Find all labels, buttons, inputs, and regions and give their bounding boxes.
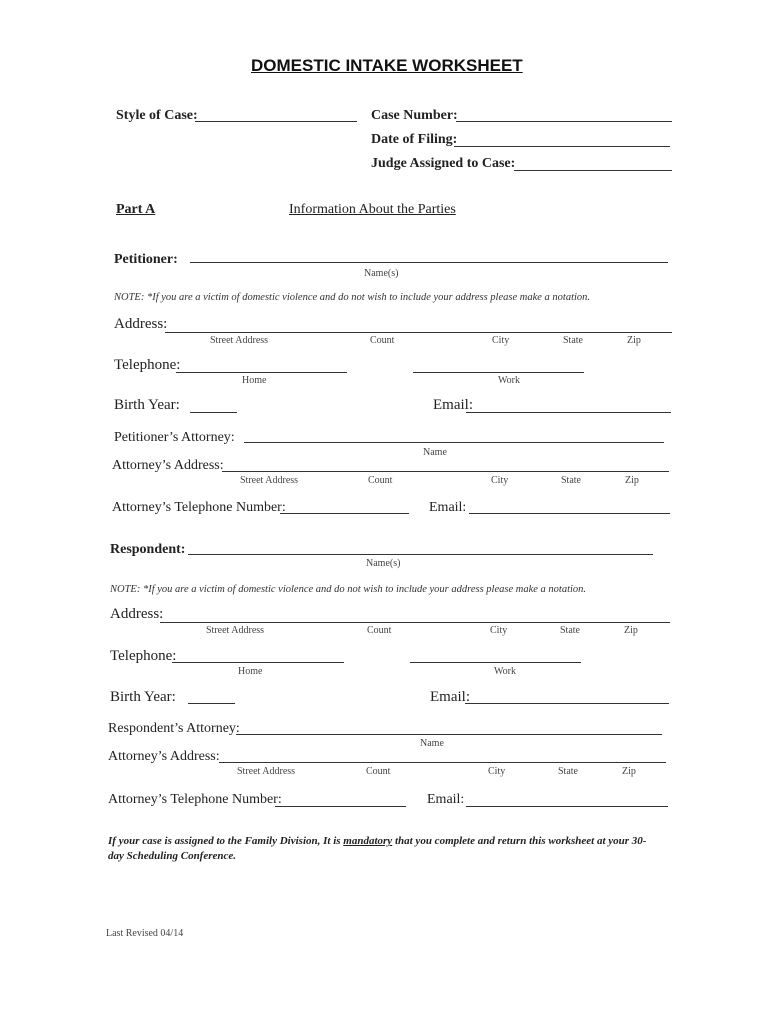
petitioner-attorney-zip-caption: Zip [625,475,639,486]
note-prefix: NOTE: [110,584,141,595]
last-revised: Last Revised 04/14 [106,928,184,939]
respondent-email-field[interactable] [465,703,669,704]
respondent-attorney-name-caption: Name [420,738,444,749]
petitioner-attorney-email-label: Email: [429,500,467,515]
respondent-attorney-state-caption: State [558,766,578,777]
case-number-field[interactable] [456,121,672,122]
petitioner-attorney-label: Petitioner’s Attorney: [114,430,235,445]
petitioner-county-caption: Count [370,335,395,346]
respondent-attorney-field[interactable] [236,734,662,735]
petitioner-attorney-county-caption: Count [368,475,393,486]
note-text: *If you are a victim of domestic violence and do not wish to include your address please make a notation. [142,584,587,595]
petitioner-address-field[interactable] [165,332,672,333]
part-heading: Information About the Parties [289,202,456,217]
style-of-case-label: Style of Case: [116,108,198,123]
respondent-attorney-phone-field[interactable] [275,806,406,807]
petitioner-work-phone-field[interactable] [413,372,584,373]
footer-text-before: If your case is assigned to the Family Division, It is [108,835,344,847]
respondent-attorney-zip-caption: Zip [622,766,636,777]
respondent-home-phone-field[interactable] [172,662,344,663]
style-of-case-field[interactable] [195,121,357,122]
petitioner-name-field[interactable] [190,262,668,263]
respondent-attorney-email-field[interactable] [466,806,668,807]
page-title: DOMESTIC INTAKE WORKSHEET [251,56,523,75]
judge-assigned-label: Judge Assigned to Case: [371,156,516,171]
petitioner-note [114,292,590,303]
petitioner-attorney-city-caption: City [491,475,509,486]
respondent-city-caption: City [490,625,508,636]
petitioner-email-field[interactable] [466,412,671,413]
footer-mandatory: mandatory [343,835,393,847]
petitioner-work-caption: Work [498,375,520,386]
note-prefix: NOTE: [114,292,145,303]
petitioner-attorney-name-caption: Name [423,447,447,458]
petitioner-home-caption: Home [242,375,267,386]
footer-instruction-line2: day Scheduling Conference. [108,850,237,862]
respondent-attorney-phone-label: Attorney’s Telephone Number: [108,792,282,807]
respondent-attorney-street-caption: Street Address [237,766,296,777]
petitioner-home-phone-field[interactable] [176,372,347,373]
petitioner-attorney-street-caption: Street Address [240,475,299,486]
respondent-name-field[interactable] [188,554,653,555]
petitioner-street-caption: Street Address [210,335,269,346]
respondent-zip-caption: Zip [624,625,638,636]
judge-assigned-field[interactable] [514,170,672,171]
petitioner-telephone-label: Telephone: [114,357,181,373]
petitioner-city-caption: City [492,335,510,346]
petitioner-label: Petitioner: [114,252,178,267]
date-of-filing-field[interactable] [454,146,670,147]
respondent-note [110,584,586,595]
petitioner-attorney-field[interactable] [244,442,664,443]
respondent-birth-year-field[interactable] [188,703,235,704]
petitioner-attorney-state-caption: State [561,475,581,486]
respondent-home-caption: Home [238,666,263,677]
respondent-telephone-label: Telephone: [110,648,177,664]
respondent-names-caption: Name(s) [366,558,401,569]
part-label: Part A [116,202,156,217]
respondent-address-label: Address: [110,606,164,622]
respondent-street-caption: Street Address [206,625,265,636]
respondent-county-caption: Count [367,625,392,636]
footer-text-after: that you complete and return this worksheet at your 30- [392,835,647,847]
petitioner-birth-year-label: Birth Year: [114,397,180,413]
respondent-attorney-label: Respondent’s Attorney: [108,721,240,736]
footer-instruction [108,834,646,849]
respondent-label: Respondent: [110,542,186,557]
petitioner-state-caption: State [563,335,583,346]
respondent-attorney-address-label: Attorney’s Address: [108,749,220,764]
petitioner-attorney-address-label: Attorney’s Address: [112,458,224,473]
respondent-attorney-email-label: Email: [427,792,465,807]
petitioner-birth-year-field[interactable] [190,412,237,413]
petitioner-attorney-phone-label: Attorney’s Telephone Number: [112,500,286,515]
case-number-label: Case Number: [371,108,458,123]
respondent-state-caption: State [560,625,580,636]
respondent-address-field[interactable] [160,622,670,623]
petitioner-attorney-email-field[interactable] [469,513,670,514]
petitioner-names-caption: Name(s) [364,268,399,279]
respondent-email-label: Email: [430,689,470,705]
respondent-work-phone-field[interactable] [410,662,581,663]
respondent-work-caption: Work [494,666,516,677]
petitioner-address-label: Address: [114,316,168,332]
note-text: *If you are a victim of domestic violence and do not wish to include your address please make a notation. [146,292,591,303]
respondent-attorney-county-caption: Count [366,766,391,777]
respondent-birth-year-label: Birth Year: [110,689,176,705]
petitioner-attorney-address-field[interactable] [222,471,669,472]
date-of-filing-label: Date of Filing: [371,132,458,147]
petitioner-attorney-phone-field[interactable] [280,513,409,514]
petitioner-email-label: Email: [433,397,473,413]
respondent-attorney-city-caption: City [488,766,506,777]
respondent-attorney-address-field[interactable] [219,762,666,763]
petitioner-zip-caption: Zip [627,335,641,346]
